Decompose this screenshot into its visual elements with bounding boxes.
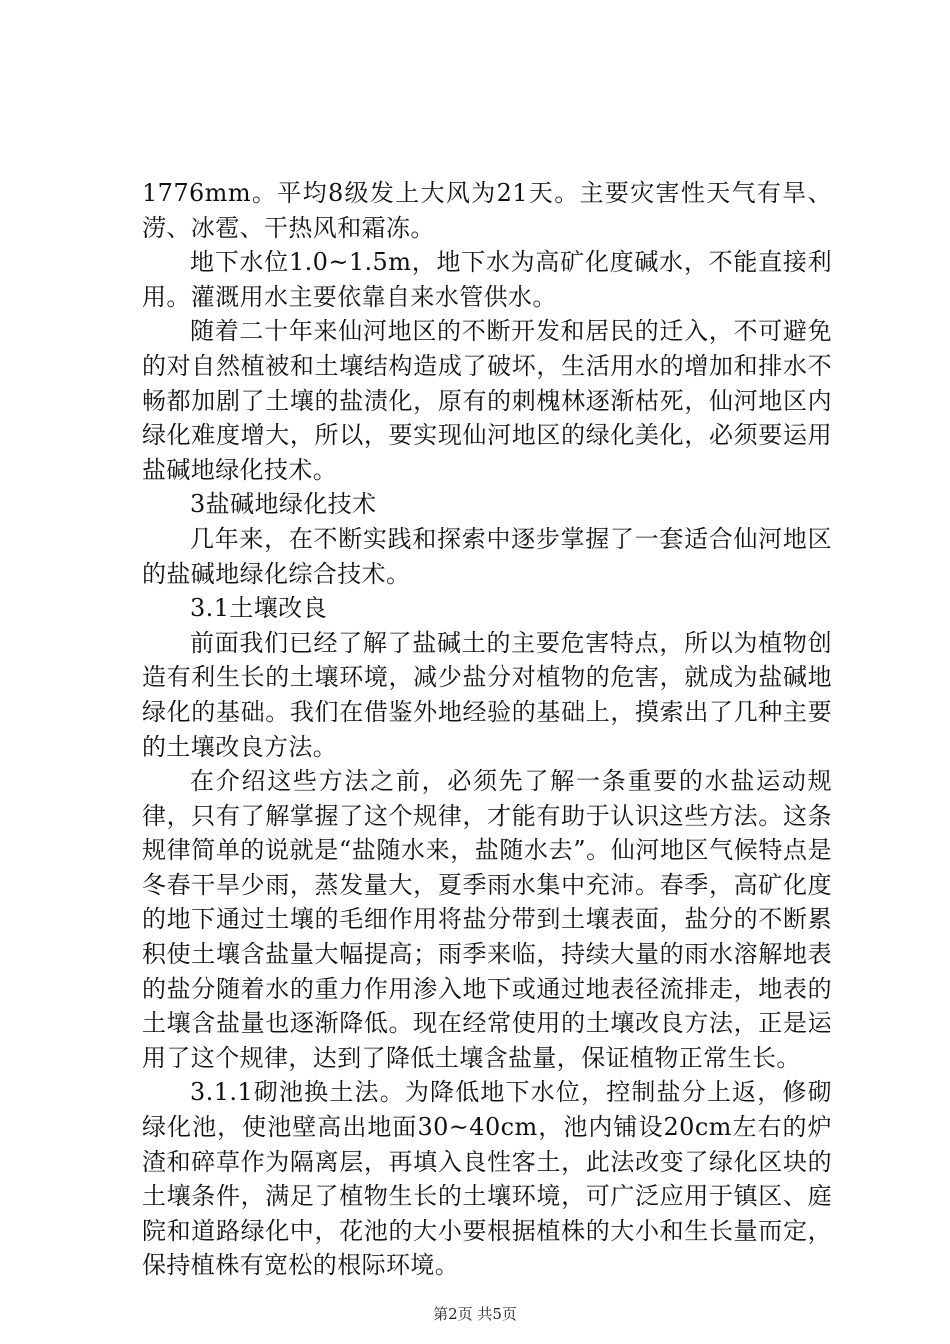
- section-heading-3-1: 3.1土壤改良: [190, 594, 327, 623]
- paragraph-salinization: 随着二十年来仙河地区的不断开发和居民的迁入，不可避免的对自然植被和土壤结构造成了破坏，生活用水的增加和排水不畅都加剧了土壤的盐渍化，原有的刺槐林逐渐枯死，仙河地区内绿化难度增大，所以，要实现仙河地区的绿化美化，必须要运用盐碱地绿化技术。: [142, 317, 832, 484]
- document-body: [142, 176, 832, 1283]
- paragraph-soil-improvement: 前面我们已经了解了盐碱土的主要危害特点，所以为植物创造有利生长的土壤环境，减少盐分对植物的危害，就成为盐碱地绿化的基础。我们在借鉴外地经验的基础上，摸索出了几种主要的土壤改良方法。: [142, 628, 832, 761]
- paragraph-method-3-1-1: 3.1.1砌池换土法。为降低地下水位，控制盐分上返，修砌绿化池，使池壁高出地面30~40cm，池内铺设20cm左右的炉渣和碎草作为隔离层，再填入良性客土，此法改变了绿化区块的土壤条件，满足了植物生长的土壤环境，可广泛应用于镇区、庭院和道路绿化中，花池的大小要根据植株的大小和生长量而定，保持植株有宽松的根际环境。: [142, 1078, 832, 1280]
- paragraph-groundwater: 地下水位1.0~1.5m，地下水为高矿化度碱水，不能直接利用。灌溉用水主要依靠自来水管供水。: [142, 248, 832, 311]
- section-heading-3: 3盐碱地绿化技术: [190, 490, 377, 519]
- paragraph-climate-continuation: 1776mm。平均8级发上大风为21天。主要灾害性天气有旱、涝、冰雹、干热风和霜冻。: [142, 179, 832, 242]
- page-number-footer: 第2页 共5页: [433, 1305, 517, 1323]
- paragraph-water-salt-law: 在介绍这些方法之前，必须先了解一条重要的水盐运动规律，只有了解掌握了这个规律，才能有助于认识这些方法。这条规律简单的说就是“盐随水来，盐随水去”。仙河地区气候特点是冬春干旱少雨，蒸发量大，夏季雨水集中充沛。春季，高矿化度的地下通过土壤的毛细作用将盐分带到土壤表面，盐分的不断累积使土壤含盐量大幅提高；雨季来临，持续大量的雨水溶解地表的盐分随着水的重力作用渗入地下或通过地表径流排走，地表的土壤含盐量也逐渐降低。现在经常使用的土壤改良方法，正是运用了这个规律，达到了降低土壤含盐量，保证植物正常生长。: [142, 767, 832, 1072]
- paragraph-techniques-intro: 几年来，在不断实践和探索中逐步掌握了一套适合仙河地区的盐碱地绿化综合技术。: [142, 524, 832, 588]
